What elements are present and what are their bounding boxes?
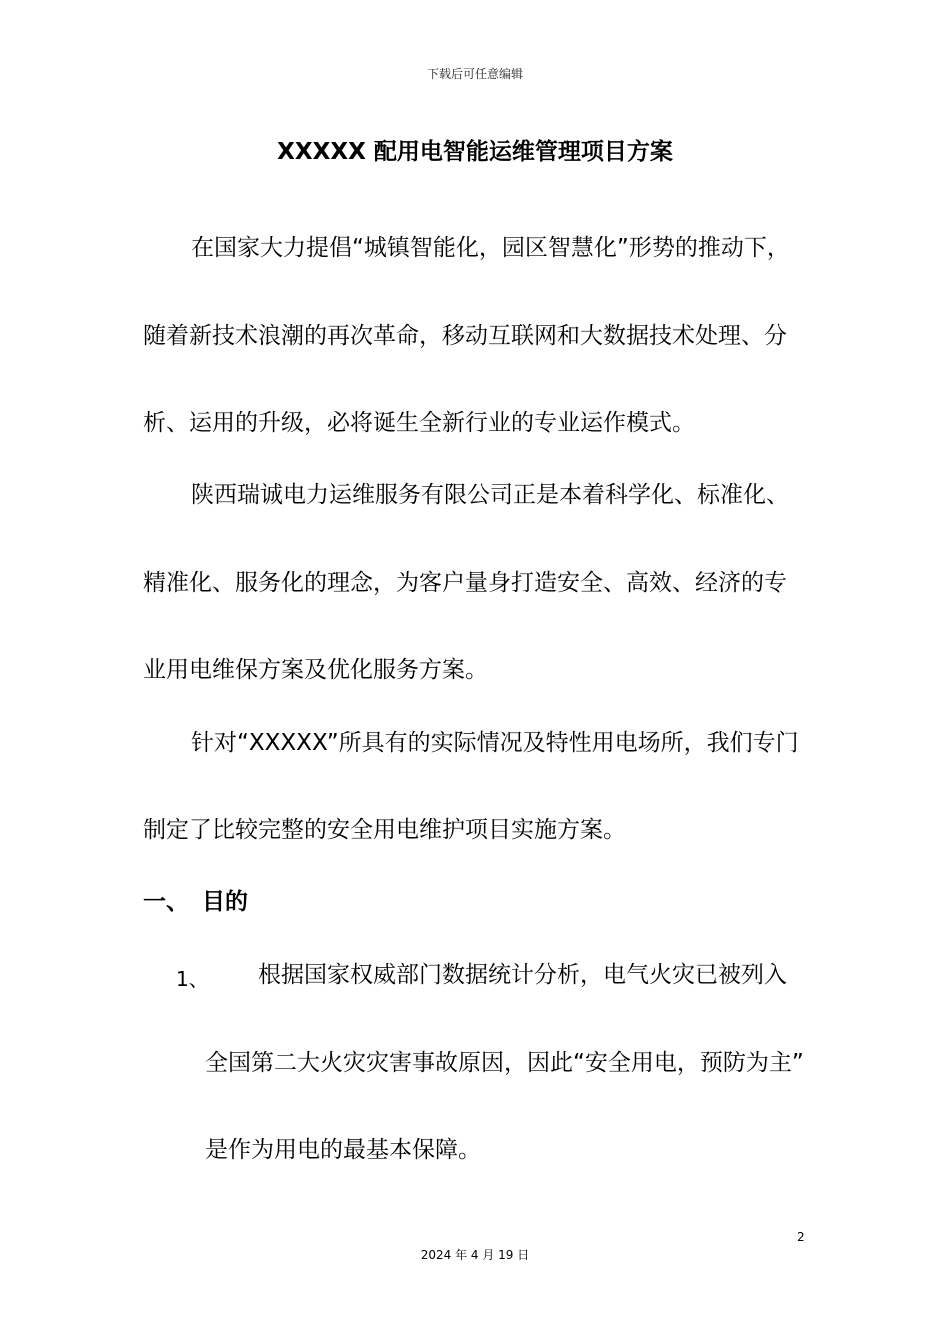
item-line-1: 根据国家权威部门数据统计分析，电气火灾已被列入: [258, 962, 787, 988]
paragraph-3-line-1: 针对“XXXXX”所具有的实际情况及特性用电场所，我们专门: [191, 730, 799, 756]
paragraph-2-line-1: 陕西瑞诚电力运维服务有限公司正是本着科学化、标准化、: [191, 482, 789, 508]
item-line-2: 全国第二大火灾灾害事故原因，因此“安全用电，预防为主”: [205, 1050, 804, 1076]
section-number: 一、: [143, 889, 189, 915]
paragraph-1-line-2: 随着新技术浪潮的再次革命，移动互联网和大数据技术处理、分: [143, 323, 787, 349]
header-note: 下载后可任意编辑: [426, 67, 523, 81]
paragraph-2-line-3: 业用电维保方案及优化服务方案。: [143, 657, 488, 683]
item-line-3: 是作为用电的最基本保障。: [205, 1137, 481, 1163]
page-number: 2: [797, 1230, 805, 1244]
footer-date: 2024 年 4 月 19 日: [420, 1248, 530, 1262]
document-title: XXXXX 配用电智能运维管理项目方案: [277, 139, 673, 165]
item-number: 1、: [176, 967, 209, 991]
paragraph-2-line-2: 精准化、服务化的理念，为客户量身打造安全、高效、经济的专: [143, 570, 787, 596]
paragraph-1-line-1: 在国家大力提倡“城镇智能化，园区智慧化”形势的推动下，: [191, 235, 790, 261]
paragraph-1-line-3: 析、运用的升级，必将诞生全新行业的专业运作模式。: [143, 410, 695, 436]
section-title: 目的: [202, 889, 248, 915]
paragraph-3-line-2: 制定了比较完整的安全用电维护项目实施方案。: [143, 817, 626, 843]
